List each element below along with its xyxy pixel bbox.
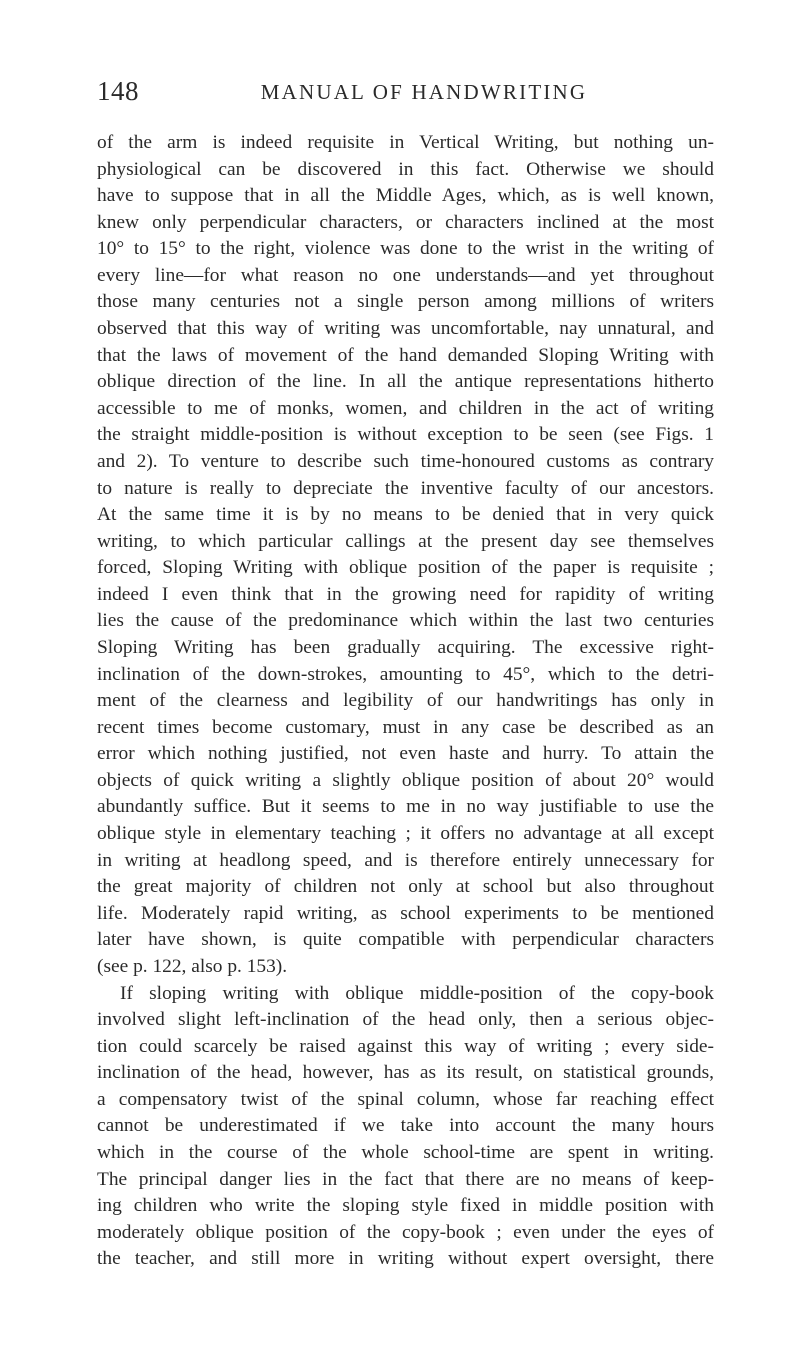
text-line: knew only perpendicular characters, or characters inclined at the most — [97, 211, 714, 233]
text-line: lies the cause of the predominance which within the last two centuries — [97, 610, 714, 632]
text-line: the straight middle-position is without exception to be seen (see Figs. 1 — [97, 424, 714, 446]
text-line: involved slight left-inclination of the head only, then a serious objec- — [97, 1009, 714, 1031]
text-line: objects of quick writing a slightly oblique position of about 20° would — [97, 769, 714, 791]
text-line: writing, to which particular callings at the present day see themselves — [97, 530, 714, 552]
text-line: ing children who write the sloping style fixed in middle position with — [97, 1195, 714, 1217]
text-line: The principal danger lies in the fact that there are no means of keep- — [97, 1168, 714, 1190]
text-line: tion could scarcely be raised against this way of writing ; every side- — [97, 1035, 714, 1057]
text-line: which in the course of the whole school-time are spent in writing. — [97, 1141, 714, 1163]
page-header — [97, 76, 711, 110]
text-line: accessible to me of monks, women, and children in the act of writing — [97, 397, 714, 419]
text-line: oblique direction of the line. In all the antique representations hitherto — [97, 371, 714, 393]
body-text — [97, 130, 714, 1273]
text-line: in writing at headlong speed, and is therefore entirely unnecessary for — [97, 849, 714, 871]
text-line: every line—for what reason no one understands—and yet throughout — [97, 264, 714, 286]
page-number: 148 — [97, 76, 139, 106]
text-line: the great majority of children not only at school but also throughout — [97, 876, 714, 898]
text-line: ment of the clearness and legibility of our handwritings has only in — [97, 690, 714, 712]
text-line: 10° to 15° to the right, violence was done to the wrist in the writing of — [97, 238, 714, 260]
text-line: Sloping Writing has been gradually acquiring. The excessive right- — [97, 636, 714, 658]
text-line: have to suppose that in all the Middle Ages, which, as is well known, — [97, 185, 714, 207]
text-line: abundantly suffice. But it seems to me in no way justifiable to use the — [97, 796, 714, 818]
text-line: of the arm is indeed requisite in Vertical Writing, but nothing un- — [97, 132, 714, 153]
text-line: later have shown, is quite compatible with perpendicular characters — [97, 929, 714, 951]
text-line: oblique style in elementary teaching ; it offers no advantage at all except — [97, 823, 714, 845]
text-line-paragraph-start: If sloping writing with oblique middle-position of the copy-book — [120, 982, 714, 1004]
text-line: the teacher, and still more in writing without expert oversight, there — [97, 1248, 714, 1270]
text-line: those many centuries not a single person among millions of writers — [97, 291, 714, 313]
text-line-paragraph-end: (see p. 122, also p. 153). — [97, 955, 288, 977]
text-line: to nature is really to depreciate the inventive faculty of our ancestors. — [97, 477, 714, 499]
text-line: that the laws of movement of the hand demanded Sloping Writing with — [97, 344, 714, 366]
text-line: error which nothing justified, not even haste and hurry. To attain the — [97, 743, 714, 765]
text-line: At the same time it is by no means to be denied that in very quick — [97, 504, 714, 526]
text-line: inclination of the head, however, has as its result, on statistical grounds, — [97, 1062, 714, 1084]
text-line: forced, Sloping Writing with oblique position of the paper is requisite ; — [97, 557, 714, 579]
text-line: inclination of the down-strokes, amounting to 45°, which to the detri- — [97, 663, 714, 685]
text-line: moderately oblique position of the copy-book ; even under the eyes of — [97, 1221, 714, 1243]
text-line: physiological can be discovered in this fact. Otherwise we should — [97, 158, 714, 180]
text-line: recent times become customary, must in any case be described as an — [97, 716, 714, 738]
text-line: observed that this way of writing was uncomfortable, nay unnatural, and — [97, 318, 714, 340]
running-head: MANUAL OF HANDWRITING — [260, 80, 588, 104]
text-line: a compensatory twist of the spinal column, whose far reaching effect — [97, 1088, 714, 1110]
text-line: life. Moderately rapid writing, as school experiments to be mentioned — [97, 902, 714, 924]
text-line: cannot be underestimated if we take into account the many hours — [97, 1115, 714, 1137]
text-line: indeed I even think that in the growing need for rapidity of writing — [97, 583, 714, 605]
text-line: and 2). To venture to describe such time-honoured customs as contrary — [97, 450, 714, 472]
